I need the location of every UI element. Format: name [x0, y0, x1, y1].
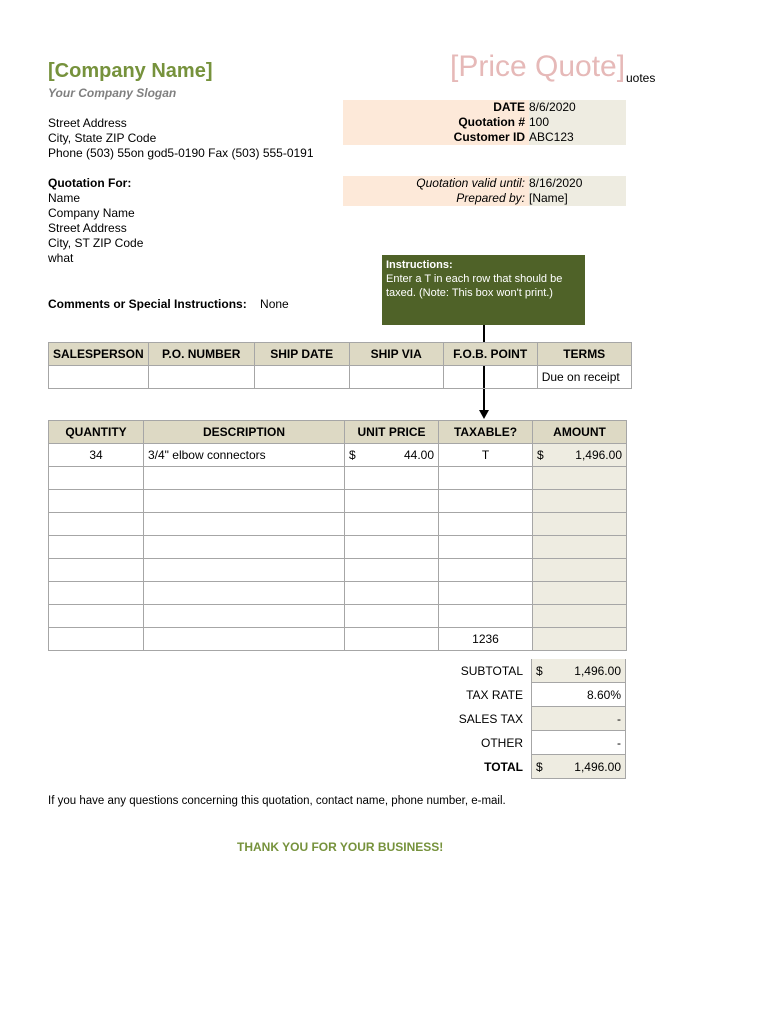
- table-row: [49, 628, 627, 651]
- amount-cell: [533, 559, 627, 582]
- col-po-number: P.O. NUMBER: [148, 343, 254, 366]
- comments-label: Comments or Special Instructions:: [48, 297, 247, 311]
- quantity-cell[interactable]: [49, 628, 144, 651]
- title-suffix: uotes: [626, 71, 656, 85]
- company-name: [Company Name]: [48, 60, 213, 82]
- total-value: 1,496.00: [574, 760, 621, 774]
- customer-id-value[interactable]: ABC123: [529, 130, 626, 145]
- amount-cell: [533, 467, 627, 490]
- total-value-cell: [531, 755, 626, 779]
- subtotal-row: [343, 659, 626, 683]
- col-quantity: QUANTITY: [49, 421, 144, 444]
- quantity-cell[interactable]: [49, 513, 144, 536]
- table-row: [49, 467, 627, 490]
- valid-until-label: Quotation valid until:: [416, 176, 525, 190]
- col-salesperson: SALESPERSON: [49, 343, 149, 366]
- quantity-cell[interactable]: [49, 467, 144, 490]
- tax-rate-row: [343, 683, 626, 707]
- taxable-cell[interactable]: [439, 536, 533, 559]
- other-value[interactable]: -: [531, 731, 626, 755]
- thank-you-message: THANK YOU FOR YOUR BUSINESS!: [237, 840, 444, 854]
- instructions-title: Instructions:: [386, 259, 453, 271]
- company-city: City, State ZIP Code: [48, 131, 157, 145]
- amount-value: 1,496.00: [575, 448, 622, 462]
- quantity-cell[interactable]: [49, 605, 144, 628]
- ship-via-cell[interactable]: [349, 366, 443, 389]
- company-slogan: Your Company Slogan: [48, 86, 177, 100]
- instructions-box: [382, 255, 585, 325]
- total-row: [343, 755, 626, 779]
- document-title: [Price Quote]: [450, 50, 626, 83]
- table-row: [49, 444, 627, 467]
- date-value[interactable]: 8/6/2020: [529, 100, 626, 115]
- taxable-cell[interactable]: 1236: [439, 628, 533, 651]
- unit-price-cell[interactable]: [345, 467, 439, 490]
- amount-cell: [533, 605, 627, 628]
- taxable-cell[interactable]: [439, 605, 533, 628]
- comments-value[interactable]: None: [260, 297, 289, 311]
- unit-price-cell[interactable]: [345, 513, 439, 536]
- amount-cell: [533, 444, 627, 467]
- description-cell[interactable]: 3/4" elbow connectors: [144, 444, 345, 467]
- items-header-row: [49, 421, 627, 444]
- description-cell[interactable]: [144, 490, 345, 513]
- ship-date-cell[interactable]: [254, 366, 349, 389]
- quote-number-row: [343, 115, 626, 130]
- description-cell[interactable]: [144, 536, 345, 559]
- unit-price-cell[interactable]: [345, 559, 439, 582]
- currency-symbol: $: [537, 448, 544, 462]
- col-fob-point: F.O.B. POINT: [443, 343, 537, 366]
- col-terms: TERMS: [537, 343, 631, 366]
- shipping-table: [48, 342, 632, 389]
- sales-tax-value: -: [531, 707, 626, 731]
- unit-price-cell[interactable]: [345, 605, 439, 628]
- table-row: [49, 366, 632, 389]
- description-cell[interactable]: [144, 605, 345, 628]
- unit-price-value: 44.00: [403, 448, 434, 462]
- taxable-cell[interactable]: [439, 490, 533, 513]
- subtotal-value: 1,496.00: [574, 664, 621, 678]
- customer-street[interactable]: Street Address: [48, 221, 127, 235]
- col-taxable: TAXABLE?: [439, 421, 533, 444]
- currency-symbol: $: [536, 664, 543, 678]
- totals: [343, 659, 626, 779]
- company-street: Street Address: [48, 116, 127, 130]
- unit-price-cell[interactable]: [345, 628, 439, 651]
- description-cell[interactable]: [144, 513, 345, 536]
- quantity-cell[interactable]: [49, 559, 144, 582]
- other-label: OTHER: [481, 736, 523, 750]
- comments: [48, 297, 289, 311]
- taxable-cell[interactable]: [439, 559, 533, 582]
- currency-symbol: $: [349, 448, 356, 462]
- customer-name[interactable]: Name: [48, 191, 81, 205]
- amount-cell: [533, 513, 627, 536]
- amount-cell: [533, 582, 627, 605]
- subtotal-label: SUBTOTAL: [460, 664, 523, 678]
- date-label: DATE: [493, 100, 525, 114]
- col-description: DESCRIPTION: [144, 421, 345, 444]
- table-row: [49, 490, 627, 513]
- description-cell[interactable]: [144, 559, 345, 582]
- col-ship-date: SHIP DATE: [254, 343, 349, 366]
- col-amount: AMOUNT: [533, 421, 627, 444]
- unit-price-cell[interactable]: [345, 582, 439, 605]
- table-row: [49, 536, 627, 559]
- table-row: [49, 605, 627, 628]
- items-table: [48, 420, 627, 651]
- unit-price-cell[interactable]: [345, 536, 439, 559]
- description-cell[interactable]: [144, 628, 345, 651]
- date-row: [343, 100, 626, 115]
- col-unit-price: UNIT PRICE: [345, 421, 439, 444]
- quote-number-label: Quotation #: [458, 115, 525, 129]
- quotation-for-heading: Quotation For:: [48, 176, 132, 190]
- quote-number-value[interactable]: 100: [529, 115, 626, 130]
- quantity-cell[interactable]: [49, 536, 144, 559]
- quantity-cell[interactable]: [49, 490, 144, 513]
- quote-meta: [343, 100, 626, 145]
- currency-symbol: $: [536, 760, 543, 774]
- salesperson-cell[interactable]: [49, 366, 149, 389]
- description-cell[interactable]: [144, 582, 345, 605]
- taxable-cell[interactable]: [439, 513, 533, 536]
- customer-id-row: [343, 130, 626, 145]
- description-cell[interactable]: [144, 467, 345, 490]
- quotation-for: [48, 176, 143, 266]
- quote-validity: [343, 176, 626, 206]
- tax-rate-label: TAX RATE: [466, 688, 523, 702]
- table-row: [49, 513, 627, 536]
- sales-tax-row: [343, 707, 626, 731]
- taxable-cell[interactable]: [439, 467, 533, 490]
- quantity-cell[interactable]: [49, 582, 144, 605]
- unit-price-cell[interactable]: [345, 490, 439, 513]
- customer-extra[interactable]: what: [48, 251, 74, 265]
- other-row: [343, 731, 626, 755]
- valid-until-value[interactable]: 8/16/2020: [529, 176, 626, 191]
- subtotal-value-cell: [531, 659, 626, 683]
- unit-price-cell[interactable]: [345, 444, 439, 467]
- taxable-cell[interactable]: T: [439, 444, 533, 467]
- instructions-arrowhead-icon: [479, 410, 489, 419]
- valid-until-row: [343, 176, 626, 191]
- prepared-by-label: Prepared by:: [456, 191, 525, 205]
- amount-cell: [533, 490, 627, 513]
- col-ship-via: SHIP VIA: [349, 343, 443, 366]
- table-row: [49, 559, 627, 582]
- prepared-by-value[interactable]: [Name]: [529, 191, 626, 206]
- instructions-text: Enter a T in each row that should be taxed. (Note: This box won't print.): [386, 273, 563, 299]
- footer-note: If you have any questions concerning this quotation, contact name, phone number, e-mail.: [48, 795, 506, 807]
- shipping-header-row: [49, 343, 632, 366]
- customer-company[interactable]: Company Name: [48, 206, 135, 220]
- fob-point-cell[interactable]: [443, 366, 537, 389]
- po-number-cell[interactable]: [148, 366, 254, 389]
- tax-rate-value[interactable]: 8.60%: [531, 683, 626, 707]
- terms-cell[interactable]: Due on receipt: [537, 366, 631, 389]
- customer-id-label: Customer ID: [453, 130, 525, 144]
- amount-cell: [533, 536, 627, 559]
- company-phone-fax: Phone (503) 55on god5-0190 Fax (503) 555-0191: [48, 146, 314, 160]
- quantity-cell[interactable]: 34: [49, 444, 144, 467]
- prepared-by-row: [343, 191, 626, 206]
- table-row: [49, 582, 627, 605]
- amount-cell: [533, 628, 627, 651]
- taxable-cell[interactable]: [439, 582, 533, 605]
- sales-tax-label: SALES TAX: [458, 712, 523, 726]
- customer-city[interactable]: City, ST ZIP Code: [48, 236, 144, 250]
- company-address: [48, 116, 314, 161]
- total-label: TOTAL: [484, 760, 523, 774]
